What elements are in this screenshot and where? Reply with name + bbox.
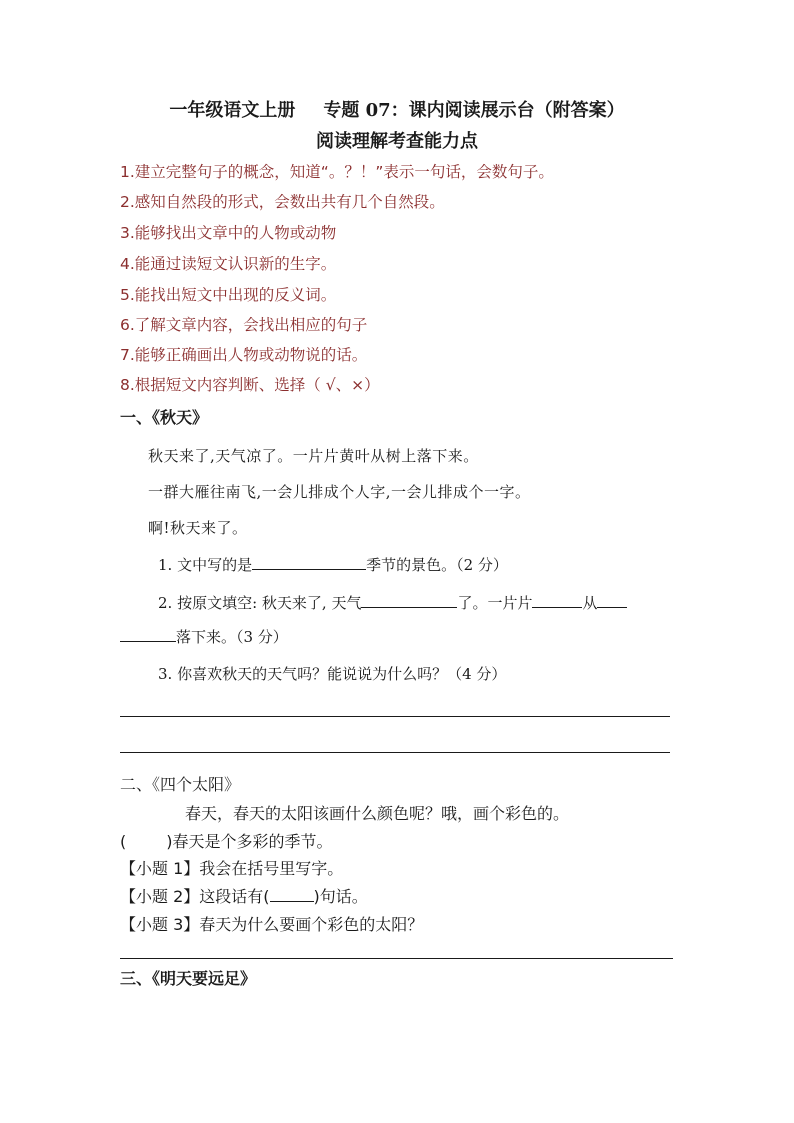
passage-line	[120, 829, 333, 852]
answer-blank[interactable]	[270, 887, 314, 902]
passage-line: 秋天来了,天气凉了。一片片黄叶从树上落下来。	[148, 447, 479, 465]
document-title	[0, 96, 794, 122]
answer-blank[interactable]	[361, 593, 457, 608]
title-topic: 专题 07：课内阅读展示台（附答案）	[323, 100, 625, 121]
sub-question-2-prefix: 【小题 2】这段话有(	[120, 887, 270, 906]
answer-blank[interactable]	[252, 555, 366, 570]
section-heading-outing: 三、《明天要远足》	[120, 969, 257, 988]
ability-point: 6.了解文章内容，会找出相应的句子	[120, 316, 368, 334]
ability-point: 5.能找出短文中出现的反义词。	[120, 286, 337, 304]
section-heading-autumn: 一、《秋天》	[120, 408, 209, 427]
question-2-mid1: 了。一片片	[457, 594, 533, 612]
question-3: 3. 你喜欢秋天的天气吗？能说说为什么吗？（4 分）	[158, 665, 507, 683]
question-1-prefix: 1. 文中写的是	[158, 556, 253, 574]
question-2-prefix: 2. 按原文填空: 秋天来了, 天气	[158, 594, 362, 612]
answer-blank[interactable]	[120, 627, 176, 642]
answer-blank[interactable]	[532, 593, 582, 608]
question-1-suffix: 季节的景色。（2 分）	[366, 556, 508, 574]
question-2-continued	[120, 626, 288, 647]
sub-question-1: 【小题 1】我会在括号里写字。	[120, 859, 344, 878]
ability-point: 7.能够正确画出人物或动物说的话。	[120, 346, 368, 364]
question-2-line2: 落下来。（3 分）	[176, 628, 288, 646]
document-subtitle: 阅读理解考查能力点	[316, 131, 478, 152]
sub-question-2-suffix: )句话。	[313, 887, 368, 906]
question-1	[158, 554, 508, 575]
question-2-mid2: 从	[582, 594, 598, 612]
title-grade: 一年级语文上册	[169, 100, 296, 121]
passage-line: 啊!秋天来了。	[148, 519, 248, 537]
ability-point: 8.根据短文内容判断、选择（ √、×）	[120, 376, 380, 394]
passage-line: 春天，春天的太阳该画什么颜色呢？哦，画个彩色的。	[185, 804, 570, 823]
ability-point: 3.能够找出文章中的人物或动物	[120, 224, 337, 242]
ability-point: 2.感知自然段的形式，会数出共有几个自然段。	[120, 193, 445, 211]
ability-point: 4.能通过读短文认识新的生字。	[120, 255, 337, 273]
question-2	[158, 592, 627, 613]
answer-line[interactable]	[120, 752, 670, 753]
ability-point: 1.建立完整句子的概念，知道“。？！”表示一句话，会数句子。	[120, 163, 554, 181]
sub-question-2	[120, 884, 368, 907]
passage-line-rest: )春天是个多彩的季节。	[166, 832, 333, 851]
answer-line[interactable]	[120, 716, 670, 717]
answer-line[interactable]	[120, 958, 673, 959]
section-heading-four-suns: 二、《四个太阳》	[120, 775, 241, 794]
passage-line: 一群大雁往南飞,一会儿排成个人字,一会儿排成个一字。	[148, 483, 531, 501]
open-paren: (	[120, 832, 127, 851]
sub-question-3: 【小题 3】春天为什么要画个彩色的太阳？	[120, 915, 424, 934]
answer-blank[interactable]	[597, 593, 627, 608]
